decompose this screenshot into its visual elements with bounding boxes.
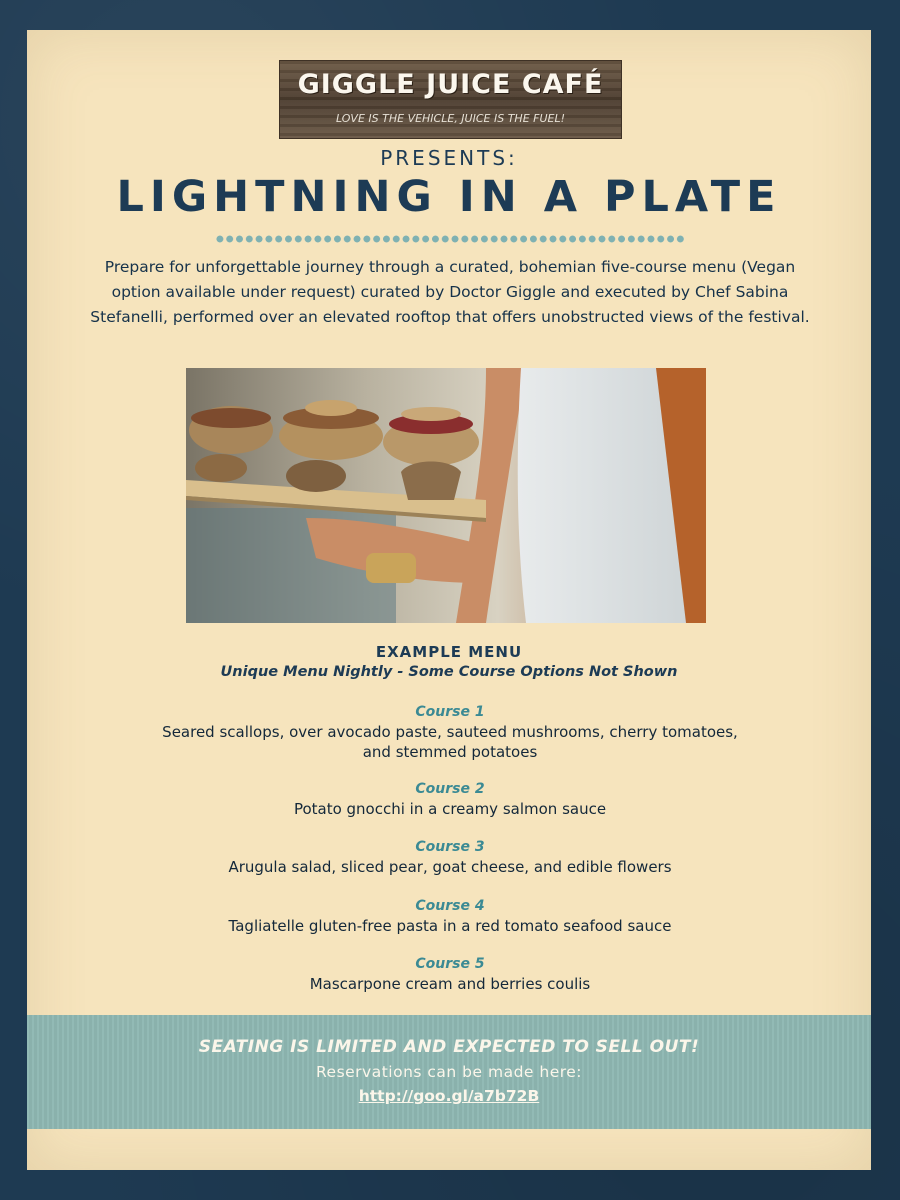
reservation-banner	[27, 1015, 871, 1129]
course-item	[160, 954, 740, 994]
course-description: Tagliatelle gluten-free pasta in a red tomato seafood sauce	[228, 917, 672, 935]
banner-text: Reservations can be made here:	[315, 1063, 583, 1081]
event-description: Prepare for unforgettable journey through a curated, bohemian five-course menu (Vegan option available under request) curated by Doctor Giggle and executed by Chef Sabina Stefanelli, performed over an elevated rooftop that offers unobstructed views of the festival.	[90, 258, 810, 326]
course-description: Mascarpone cream and berries coulis	[309, 975, 591, 993]
reservation-link[interactable]: http://goo.gl/a7b72B	[358, 1087, 540, 1105]
banner-title: SEATING IS LIMITED AND EXPECTED TO SELL OUT!	[198, 1037, 700, 1057]
presents-label: PRESENTS:	[380, 146, 518, 170]
course-description: Arugula salad, sliced pear, goat cheese, and edible flowers	[228, 858, 672, 876]
course-label: Course 4	[415, 898, 485, 914]
logo-tagline: LOVE IS THE VEHICLE, JUICE IS THE FUEL!	[335, 112, 566, 125]
course-label: Course 1	[415, 704, 485, 720]
menu-heading: EXAMPLE MENU	[375, 643, 523, 661]
cafe-logo	[279, 60, 622, 139]
course-label: Course 3	[415, 839, 485, 855]
logo-title: GIGGLE JUICE CAFÉ	[297, 69, 604, 100]
dotted-divider	[215, 234, 685, 244]
course-item	[160, 837, 740, 877]
course-item	[160, 702, 740, 762]
menu-subheading: Unique Menu Nightly - Some Course Options Not Shown	[220, 664, 678, 680]
course-item	[160, 779, 740, 819]
course-label: Course 2	[415, 781, 485, 797]
food-photo	[186, 368, 706, 623]
course-description: Potato gnocchi in a creamy salmon sauce	[293, 800, 607, 818]
event-title: LIGHTNING IN A PLATE	[116, 172, 782, 222]
course-label: Course 5	[415, 956, 485, 972]
course-item	[160, 896, 740, 936]
course-description: Seared scallops, over avocado paste, sauteed mushrooms, cherry tomatoes, and stemmed potatoes	[162, 723, 738, 761]
